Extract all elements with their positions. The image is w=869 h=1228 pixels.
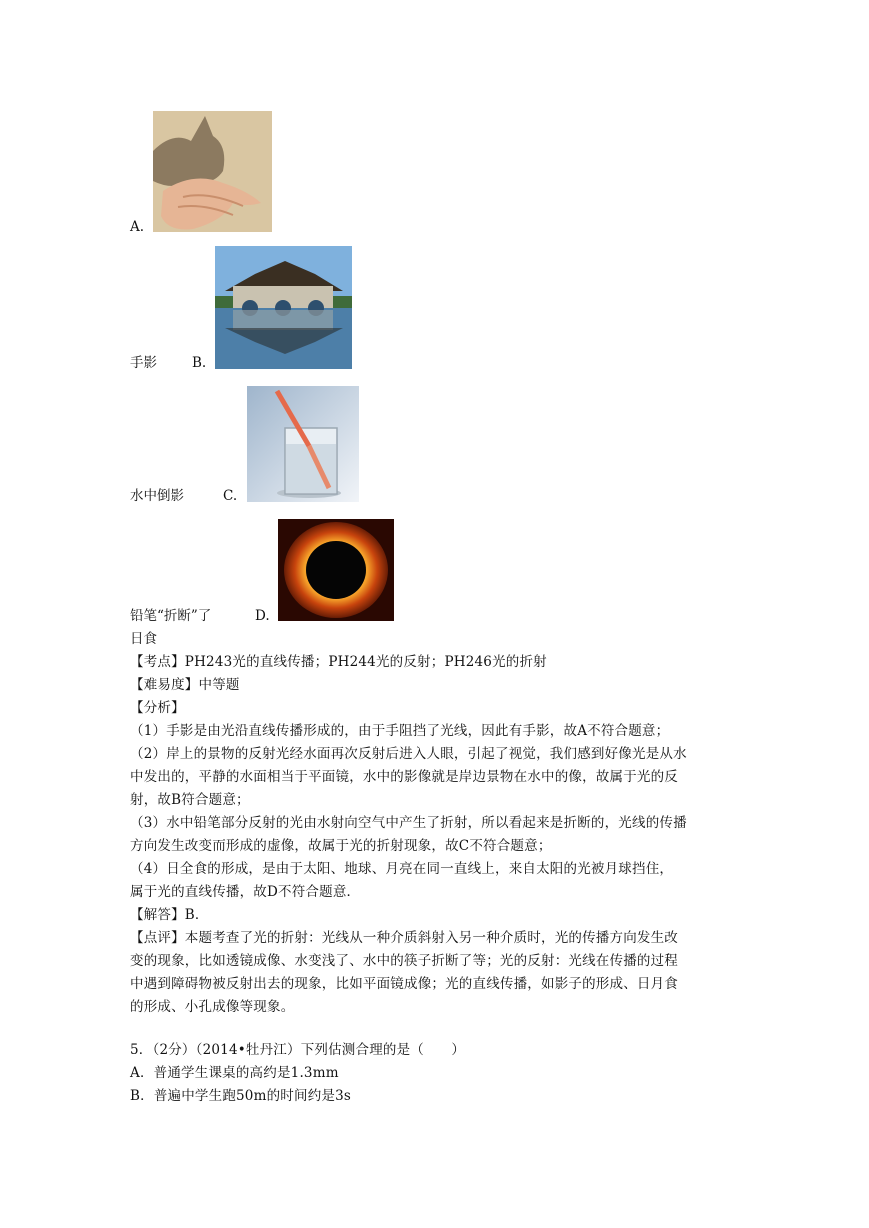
question-5-option-a: A．普通学生课桌的高约是1.3mm xyxy=(130,1065,339,1081)
option-c-caption: 铅笔“折断”了 xyxy=(130,608,212,624)
analysis-line: 射，故B符合题意； xyxy=(130,792,250,808)
water-reflection-image xyxy=(215,246,352,369)
analysis-heading: 【分析】 xyxy=(130,700,185,716)
option-b-caption: 水中倒影 xyxy=(130,488,184,504)
question-5-stem: 5．（2分）（2014•牡丹江）下列估测合理的是（ ） xyxy=(130,1042,466,1058)
answer-line: 【解答】B． xyxy=(130,907,209,923)
analysis-line: （3）水中铅笔部分反射的光由水射向空气中产生了折射，所以看起来是折断的，光线的传播 xyxy=(130,815,687,831)
analysis-line: 中发出的，平静的水面相当于平面镜，水中的影像就是岸边景物在水中的像，故属于光的反 xyxy=(130,769,678,785)
option-d-label: D. xyxy=(255,608,270,624)
pencil-in-glass-image xyxy=(247,386,359,502)
difficulty-line: 【难易度】中等题 xyxy=(130,677,240,693)
kaodian-line: 【考点】PH243光的直线传播；PH244光的反射；PH246光的折射 xyxy=(130,654,547,670)
comment-line: 的形成、小孔成像等现象。 xyxy=(130,999,295,1015)
analysis-line: （1）手影是由光沿直线传播形成的，由于手阻挡了光线，因此有手影，故A不符合题意； xyxy=(130,723,670,739)
option-a-caption: 手影 xyxy=(130,355,157,371)
analysis-line: （4）日全食的形成，是由于太阳、地球、月亮在同一直线上，来自太阳的光被月球挡住， xyxy=(130,861,674,877)
option-a-label: A. xyxy=(130,219,145,235)
solar-eclipse-image xyxy=(278,519,394,621)
option-d-caption: 日食 xyxy=(130,631,157,647)
analysis-line: 属于光的直线传播，故D不符合题意． xyxy=(130,884,361,900)
comment-line: 中遇到障碍物被反射出去的现象，比如平面镜成像；光的直线传播，如影子的形成、日月食 xyxy=(130,976,678,992)
analysis-line: （2）岸上的景物的反射光经水面再次反射后进入人眼，引起了视觉，我们感到好像光是从水 xyxy=(130,746,687,762)
analysis-line: 方向发生改变而形成的虚像，故属于光的折射现象，故C不符合题意； xyxy=(130,838,552,854)
comment-line: 【点评】本题考查了光的折射：光线从一种介质斜射入另一种介质时，光的传播方向发生改 xyxy=(130,930,678,946)
comment-line: 变的现象，比如透镜成像、水变浅了、水中的筷子折断了等；光的反射：光线在传播的过程 xyxy=(130,953,678,969)
hand-shadow-image xyxy=(153,111,272,232)
question-5-option-b: B．普遍中学生跑50m的时间约是3s xyxy=(130,1088,352,1104)
option-c-label: C. xyxy=(223,488,238,504)
option-b-label: B. xyxy=(192,355,207,371)
